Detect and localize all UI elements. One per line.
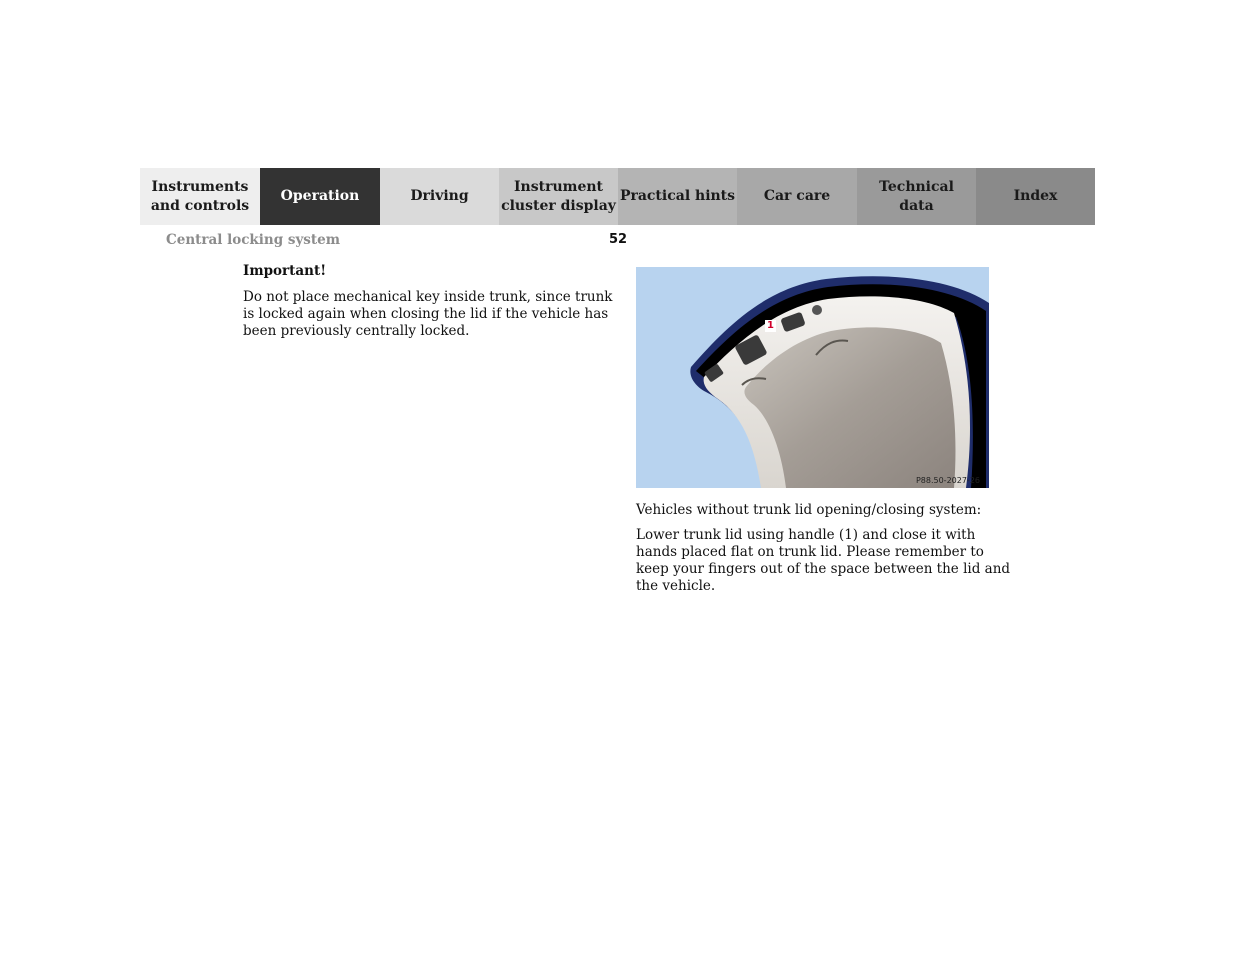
trunk-lid-drawing <box>636 267 989 488</box>
nav-tab-4[interactable]: Practical hints <box>618 168 737 225</box>
callout-1: 1 <box>765 320 776 332</box>
right-column <box>636 502 1016 603</box>
chapter-nav <box>140 168 1095 225</box>
closing-instruction: Lower trunk lid using handle (1) and close it with hands placed flat on trunk lid. Please remember to keep your fingers out of the space between the lid and the vehicle. <box>636 527 1011 594</box>
nav-tab-2[interactable]: Driving <box>380 168 499 225</box>
left-column <box>243 262 615 348</box>
trunk-lid-illustration <box>636 267 989 488</box>
nav-tab-7[interactable]: Index <box>976 168 1095 225</box>
important-heading: Important! <box>243 263 327 279</box>
nav-tab-3[interactable]: Instrument cluster display <box>499 168 618 225</box>
nav-tab-6[interactable]: Technical data <box>857 168 976 225</box>
figure-code: P88.50-2027-26 <box>915 476 980 485</box>
section-title: Central locking system <box>166 232 341 248</box>
page-number: 52 <box>608 232 628 247</box>
nav-tab-5[interactable]: Car care <box>737 168 857 225</box>
nav-tab-1[interactable]: Operation <box>260 168 380 225</box>
vehicle-condition: Vehicles without trunk lid opening/closing system: <box>636 502 982 518</box>
important-note: Do not place mechanical key inside trunk, since trunk is locked again when closing the lid if the vehicle has been previously centrally locked. <box>243 289 613 339</box>
nav-tab-0[interactable]: Instruments and controls <box>140 168 260 225</box>
